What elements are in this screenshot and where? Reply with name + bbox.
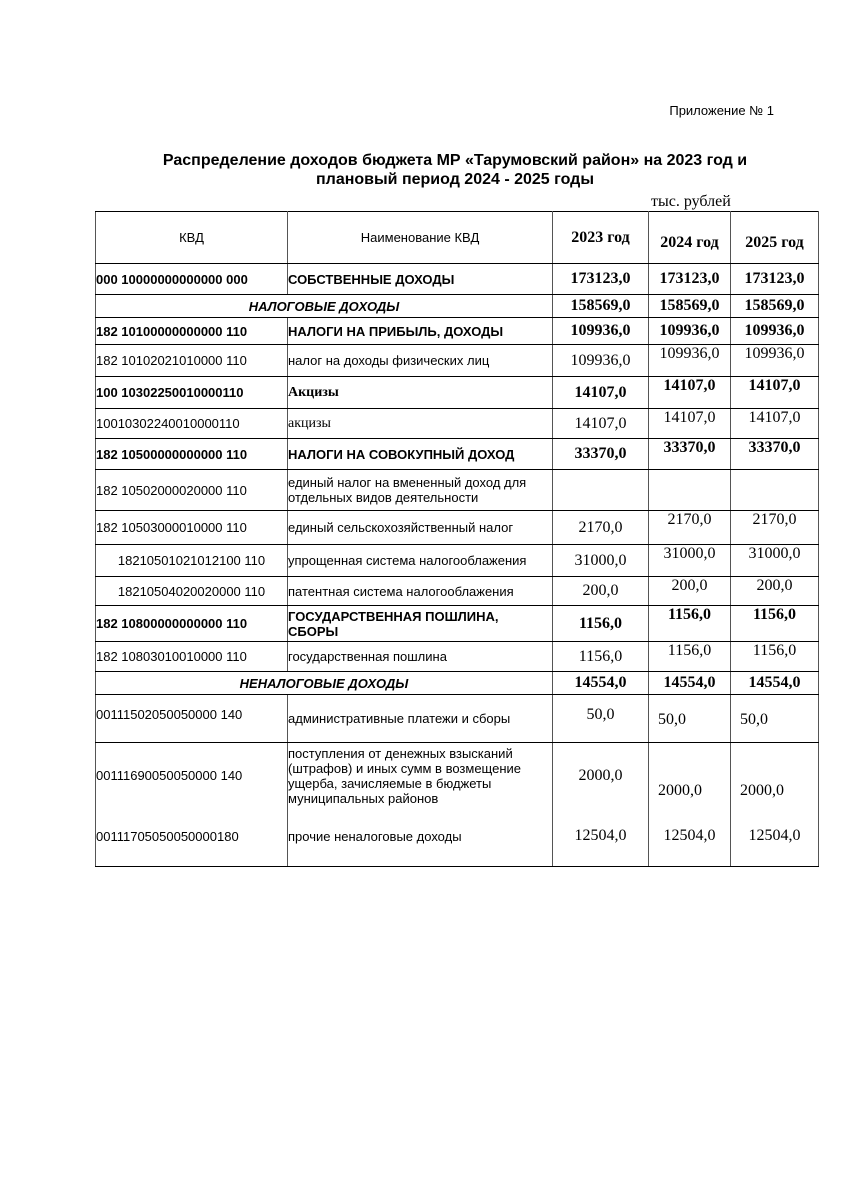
row-value-2023: 14107,0 [553,377,649,409]
row-value-2023: 14554,0 [553,672,649,695]
row-value-2025: 173123,0 [731,264,819,295]
header-kvd: КВД [96,212,288,264]
row-kvd: 100 10302250010000110 [96,377,288,409]
row-value-2024: 33370,0 [649,439,731,470]
row-value-2023: 1156,0 [553,642,649,672]
header-name: Наименование КВД [288,212,553,264]
row-value-2024: 200,0 [649,577,731,606]
row-name: НАЛОГИ НА СОВОКУПНЫЙ ДОХОД [288,439,553,470]
row-section-name: НЕНАЛОГОВЫЕ ДОХОДЫ [96,672,553,695]
row-name: государственная пошлина [288,642,553,672]
table-row [96,577,819,606]
row-kvd: 182 10803010010000 110 [96,642,288,672]
row-value-2024: 2000,0 [649,743,731,815]
table-row [96,672,819,695]
row-value-2025: 2170,0 [731,511,819,545]
table-row [96,318,819,345]
header-2025: 2025 год [731,212,819,264]
row-value-2023: 14107,0 [553,409,649,439]
table-row [96,743,819,815]
table-row [96,606,819,642]
table-row [96,511,819,545]
row-kvd: 00111690050050000 140 [96,743,288,815]
income-table [95,211,819,867]
row-kvd: 10010302240010000110 [96,409,288,439]
row-value-2024: 1156,0 [649,642,731,672]
table-row [96,815,819,867]
row-name: налог на доходы физических лиц [288,345,553,377]
row-kvd: 18210504020020000 110 [96,577,288,606]
row-name: Акцизы [288,377,553,409]
appendix-label: Приложение № 1 [669,103,774,118]
row-value-2025: 2000,0 [731,743,819,815]
row-value-2024: 173123,0 [649,264,731,295]
row-value-2024: 14554,0 [649,672,731,695]
table-row [96,264,819,295]
row-value-2023: 173123,0 [553,264,649,295]
row-value-2025: 109936,0 [731,318,819,345]
row-name: единый налог на вмененный доход для отдельных видов деятельности [288,470,553,511]
row-name: упрощенная система налогооблажения [288,545,553,577]
row-value-2025: 33370,0 [731,439,819,470]
row-name: ГОСУДАРСТВЕННАЯ ПОШЛИНА, СБОРЫ [288,606,553,642]
table-row [96,409,819,439]
row-kvd: 182 10102021010000 110 [96,345,288,377]
table-row [96,345,819,377]
row-value-2025: 31000,0 [731,545,819,577]
row-value-2023: 200,0 [553,577,649,606]
row-value-2025: 1156,0 [731,642,819,672]
row-kvd: 182 10502000020000 110 [96,470,288,511]
document-title [95,151,815,189]
row-value-2024: 12504,0 [649,815,731,867]
table-row [96,642,819,672]
row-value-2023: 31000,0 [553,545,649,577]
row-value-2024 [649,470,731,511]
row-value-2023: 12504,0 [553,815,649,867]
row-value-2023: 2170,0 [553,511,649,545]
row-value-2025: 50,0 [731,695,819,743]
row-value-2025: 109936,0 [731,345,819,377]
row-name: акцизы [288,409,553,439]
row-name: административные платежи и сборы [288,695,553,743]
row-value-2025: 14107,0 [731,409,819,439]
row-value-2025: 1156,0 [731,606,819,642]
header-2023: 2023 год [553,212,649,264]
row-value-2023: 33370,0 [553,439,649,470]
row-value-2025: 200,0 [731,577,819,606]
header-2024: 2024 год [649,212,731,264]
row-kvd: 18210501021012100 110 [96,545,288,577]
table-row [96,470,819,511]
row-kvd: 182 10100000000000 110 [96,318,288,345]
row-value-2023: 158569,0 [553,295,649,318]
row-kvd: 000 10000000000000 000 [96,264,288,295]
table-row [96,377,819,409]
row-value-2023: 50,0 [553,695,649,743]
row-value-2024: 14107,0 [649,409,731,439]
row-value-2023: 2000,0 [553,743,649,815]
row-value-2023: 1156,0 [553,606,649,642]
table-row [96,545,819,577]
row-kvd: 00111705050050000180 [96,815,288,867]
table-row [96,295,819,318]
row-value-2025: 14554,0 [731,672,819,695]
row-kvd: 00111502050050000 140 [96,695,288,743]
row-value-2025: 12504,0 [731,815,819,867]
table-row [96,695,819,743]
row-section-name: НАЛОГОВЫЕ ДОХОДЫ [96,295,553,318]
table-row [96,439,819,470]
title-line-2: плановый период 2024 - 2025 годы [316,171,594,188]
row-name: НАЛОГИ НА ПРИБЫЛЬ, ДОХОДЫ [288,318,553,345]
row-kvd: 182 10800000000000 110 [96,606,288,642]
row-value-2024: 109936,0 [649,345,731,377]
row-value-2024: 2170,0 [649,511,731,545]
title-line-1: Распределение доходов бюджета МР «Тарумовский район» на 2023 год и [162,152,748,169]
row-name: СОБСТВЕННЫЕ ДОХОДЫ [288,264,553,295]
row-value-2024: 1156,0 [649,606,731,642]
row-value-2025 [731,470,819,511]
table-header-row [96,212,819,264]
row-kvd: 182 10500000000000 110 [96,439,288,470]
row-name: прочие неналоговые доходы [288,815,553,867]
row-name: патентная система налогооблажения [288,577,553,606]
row-value-2025: 158569,0 [731,295,819,318]
row-name: единый сельскохозяйственный налог [288,511,553,545]
row-name: поступления от денежных взысканий (штрафов) и иных сумм в возмещение ущерба, зачисляемые в бюджеты муниципальных районов [288,743,553,815]
row-value-2023: 109936,0 [553,345,649,377]
row-kvd: 182 10503000010000 110 [96,511,288,545]
units-label: тыс. рублей [651,193,731,210]
row-value-2023 [553,470,649,511]
row-value-2024: 31000,0 [649,545,731,577]
row-value-2023: 109936,0 [553,318,649,345]
row-value-2024: 158569,0 [649,295,731,318]
row-value-2024: 50,0 [649,695,731,743]
row-value-2024: 14107,0 [649,377,731,409]
row-value-2025: 14107,0 [731,377,819,409]
row-value-2024: 109936,0 [649,318,731,345]
